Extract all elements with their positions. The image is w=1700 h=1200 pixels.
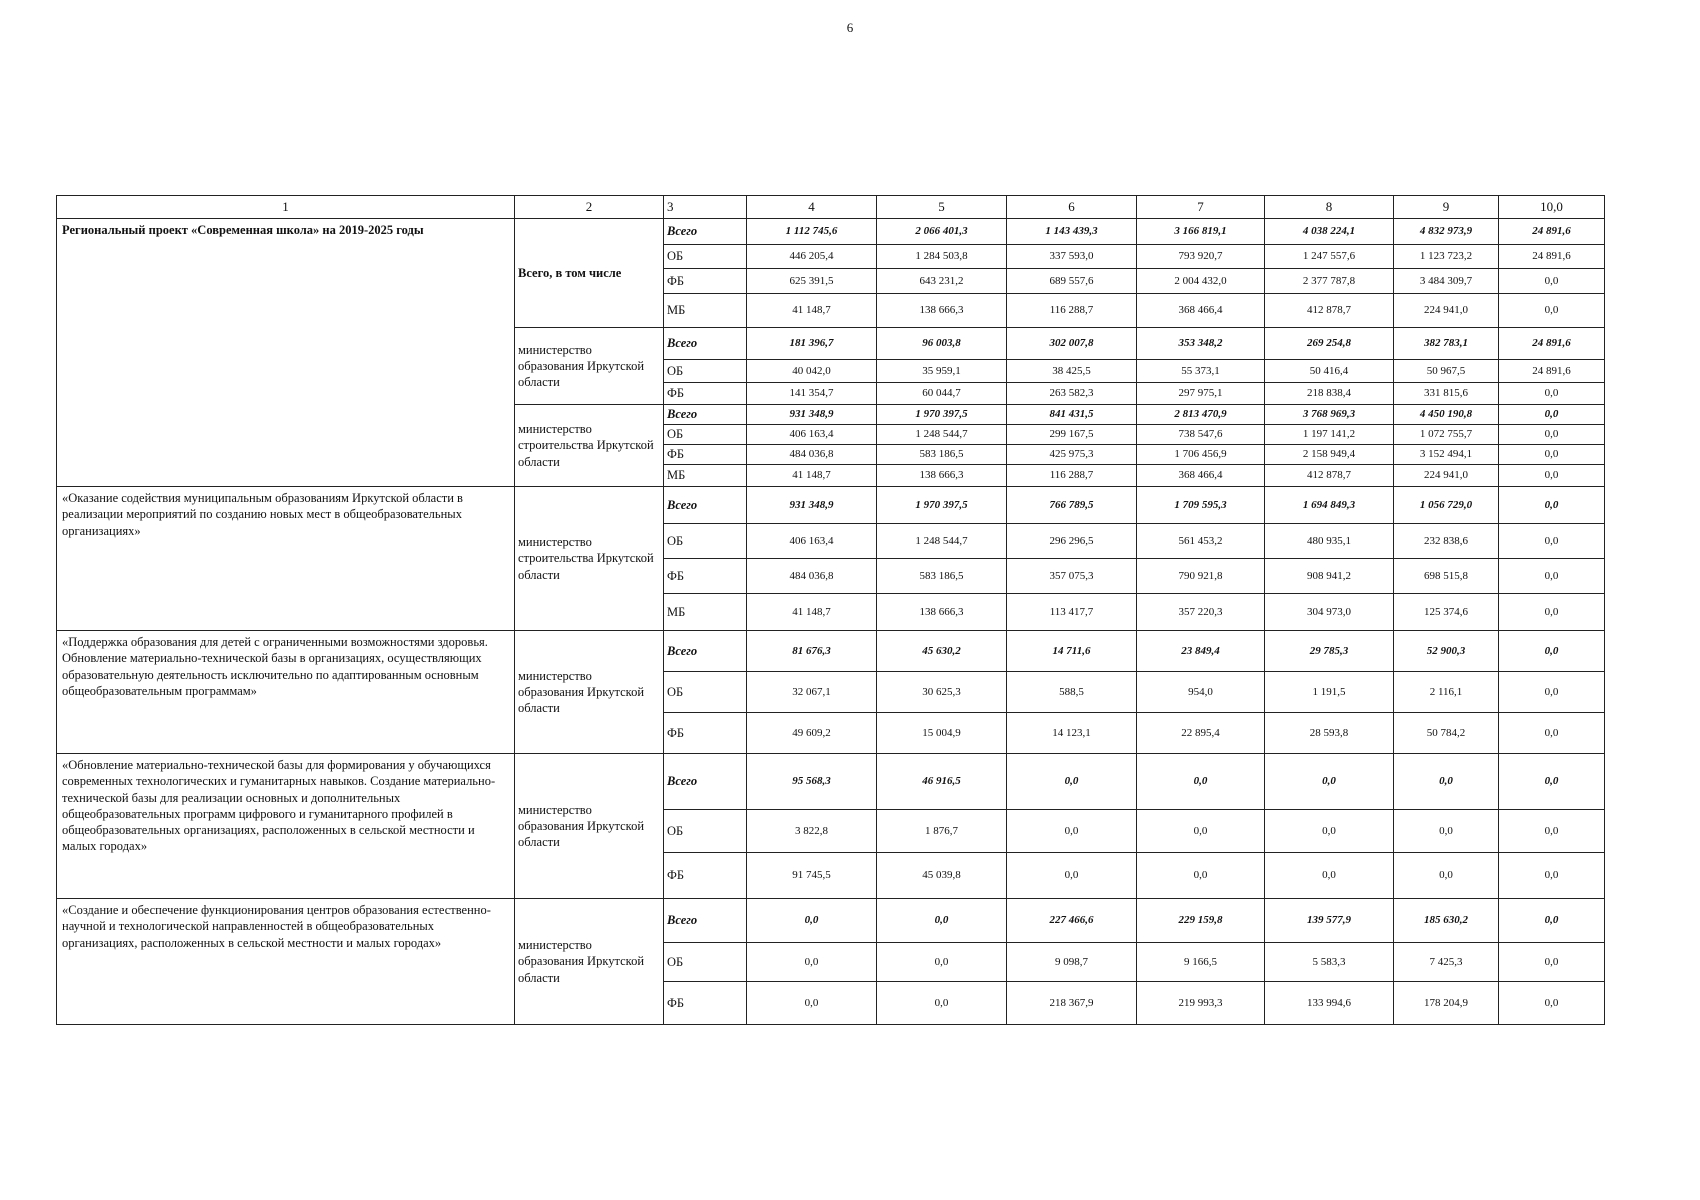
fund-cell: ОБ <box>664 360 747 383</box>
value-cell: 0,0 <box>1265 754 1394 810</box>
total-row <box>57 899 1605 943</box>
value-cell: 382 783,1 <box>1394 328 1499 360</box>
value-cell: 3 822,8 <box>747 810 877 853</box>
value-cell: 30 625,3 <box>877 672 1007 713</box>
value-cell: 0,0 <box>1499 810 1605 853</box>
value-cell: 357 220,3 <box>1137 594 1265 631</box>
value-cell: 218 838,4 <box>1265 383 1394 405</box>
value-cell: 331 815,6 <box>1394 383 1499 405</box>
value-cell: 357 075,3 <box>1007 559 1137 594</box>
value-cell: 561 453,2 <box>1137 524 1265 559</box>
value-cell: 229 159,8 <box>1137 899 1265 943</box>
value-cell: 425 975,3 <box>1007 445 1137 465</box>
value-cell: 0,0 <box>1499 524 1605 559</box>
value-cell: 790 921,8 <box>1137 559 1265 594</box>
value-cell: 0,0 <box>1499 631 1605 672</box>
header-cell: 3 <box>664 196 747 219</box>
value-cell: 2 066 401,3 <box>877 219 1007 245</box>
value-cell: 0,0 <box>1499 445 1605 465</box>
fund-cell: ОБ <box>664 245 747 269</box>
executor-cell: министерство образования Иркутской области <box>515 754 664 899</box>
page-number: 6 <box>846 20 854 35</box>
value-cell: 302 007,8 <box>1007 328 1137 360</box>
value-cell: 1 072 755,7 <box>1394 425 1499 445</box>
value-cell: 297 975,1 <box>1137 383 1265 405</box>
fund-cell: ФБ <box>664 269 747 294</box>
section-title-cell: Региональный проект «Современная школа» на 2019-2025 годы <box>57 219 515 487</box>
value-cell: 0,0 <box>1394 754 1499 810</box>
value-cell: 1 112 745,6 <box>747 219 877 245</box>
fund-cell: ФБ <box>664 713 747 754</box>
total-row <box>57 487 1605 524</box>
value-cell: 46 916,5 <box>877 754 1007 810</box>
value-cell: 766 789,5 <box>1007 487 1137 524</box>
value-cell: 263 582,3 <box>1007 383 1137 405</box>
total-row <box>57 631 1605 672</box>
value-cell: 0,0 <box>1499 982 1605 1025</box>
executor-cell: министерство строительства Иркутской области <box>515 405 664 487</box>
value-cell: 113 417,7 <box>1007 594 1137 631</box>
value-cell: 0,0 <box>1499 425 1605 445</box>
value-cell: 24 891,6 <box>1499 245 1605 269</box>
value-cell: 1 709 595,3 <box>1137 487 1265 524</box>
value-cell: 484 036,8 <box>747 445 877 465</box>
value-cell: 3 768 969,3 <box>1265 405 1394 425</box>
value-cell: 0,0 <box>1265 810 1394 853</box>
value-cell: 931 348,9 <box>747 405 877 425</box>
value-cell: 95 568,3 <box>747 754 877 810</box>
total-row <box>57 754 1605 810</box>
value-cell: 1 706 456,9 <box>1137 445 1265 465</box>
value-cell: 28 593,8 <box>1265 713 1394 754</box>
value-cell: 0,0 <box>1137 810 1265 853</box>
value-cell: 181 396,7 <box>747 328 877 360</box>
value-cell: 23 849,4 <box>1137 631 1265 672</box>
section-title-cell: «Поддержка образования для детей с ограниченными возможностями здоровья. Обновление материально-технической базы в организациях, осуществляющих образовательную деятельность исключительно по адаптированным основным общеобразовательным программам» <box>57 631 515 754</box>
fund-cell: ОБ <box>664 524 747 559</box>
value-cell: 45 630,2 <box>877 631 1007 672</box>
value-cell: 269 254,8 <box>1265 328 1394 360</box>
fund-cell: Всего <box>664 328 747 360</box>
value-cell: 0,0 <box>747 899 877 943</box>
value-cell: 1 248 544,7 <box>877 425 1007 445</box>
fund-cell: МБ <box>664 465 747 487</box>
value-cell: 41 148,7 <box>747 465 877 487</box>
value-cell: 2 158 949,4 <box>1265 445 1394 465</box>
value-cell: 484 036,8 <box>747 559 877 594</box>
value-cell: 0,0 <box>1137 853 1265 899</box>
value-cell: 2 377 787,8 <box>1265 269 1394 294</box>
value-cell: 931 348,9 <box>747 487 877 524</box>
value-cell: 32 067,1 <box>747 672 877 713</box>
value-cell: 224 941,0 <box>1394 465 1499 487</box>
value-cell: 0,0 <box>1007 853 1137 899</box>
value-cell: 4 832 973,9 <box>1394 219 1499 245</box>
value-cell: 412 878,7 <box>1265 465 1394 487</box>
value-cell: 0,0 <box>1499 853 1605 899</box>
value-cell: 5 583,3 <box>1265 943 1394 982</box>
value-cell: 0,0 <box>1499 559 1605 594</box>
value-cell: 178 204,9 <box>1394 982 1499 1025</box>
value-cell: 35 959,1 <box>877 360 1007 383</box>
fund-cell: Всего <box>664 899 747 943</box>
value-cell: 1 970 397,5 <box>877 405 1007 425</box>
value-cell: 41 148,7 <box>747 294 877 328</box>
value-cell: 368 466,4 <box>1137 465 1265 487</box>
value-cell: 406 163,4 <box>747 425 877 445</box>
value-cell: 50 967,5 <box>1394 360 1499 383</box>
value-cell: 0,0 <box>1499 405 1605 425</box>
value-cell: 4 038 224,1 <box>1265 219 1394 245</box>
value-cell: 583 186,5 <box>877 559 1007 594</box>
value-cell: 0,0 <box>1499 594 1605 631</box>
value-cell: 0,0 <box>747 982 877 1025</box>
value-cell: 0,0 <box>1499 383 1605 405</box>
value-cell: 368 466,4 <box>1137 294 1265 328</box>
value-cell: 0,0 <box>1394 853 1499 899</box>
fund-cell: ОБ <box>664 943 747 982</box>
fund-cell: Всего <box>664 219 747 245</box>
fund-cell: ОБ <box>664 672 747 713</box>
value-cell: 49 609,2 <box>747 713 877 754</box>
fund-cell: МБ <box>664 294 747 328</box>
section-title-cell: «Оказание содействия муниципальным образованиям Иркутской области в реализации мероприятий по созданию новых мест в общеобразовательных организациях» <box>57 487 515 631</box>
value-cell: 841 431,5 <box>1007 405 1137 425</box>
value-cell: 38 425,5 <box>1007 360 1137 383</box>
fund-cell: Всего <box>664 405 747 425</box>
value-cell: 22 895,4 <box>1137 713 1265 754</box>
value-cell: 2 813 470,9 <box>1137 405 1265 425</box>
value-cell: 29 785,3 <box>1265 631 1394 672</box>
header-cell: 7 <box>1137 196 1265 219</box>
value-cell: 0,0 <box>877 899 1007 943</box>
header-cell: 9 <box>1394 196 1499 219</box>
value-cell: 50 784,2 <box>1394 713 1499 754</box>
fund-cell: ФБ <box>664 853 747 899</box>
value-cell: 41 148,7 <box>747 594 877 631</box>
value-cell: 96 003,8 <box>877 328 1007 360</box>
value-cell: 7 425,3 <box>1394 943 1499 982</box>
value-cell: 24 891,6 <box>1499 360 1605 383</box>
fund-cell: ФБ <box>664 982 747 1025</box>
value-cell: 141 354,7 <box>747 383 877 405</box>
value-cell: 81 676,3 <box>747 631 877 672</box>
value-cell: 0,0 <box>1007 754 1137 810</box>
value-cell: 954,0 <box>1137 672 1265 713</box>
header-row <box>57 196 1605 219</box>
value-cell: 296 296,5 <box>1007 524 1137 559</box>
value-cell: 219 993,3 <box>1137 982 1265 1025</box>
value-cell: 1 694 849,3 <box>1265 487 1394 524</box>
header-cell: 8 <box>1265 196 1394 219</box>
value-cell: 908 941,2 <box>1265 559 1394 594</box>
value-cell: 0,0 <box>1499 672 1605 713</box>
value-cell: 1 197 141,2 <box>1265 425 1394 445</box>
value-cell: 14 711,6 <box>1007 631 1137 672</box>
section-title-cell: «Обновление материально-технической базы для формирования у обучающихся современных технологических и гуманитарных навыков. Создание материально-технической базы для реализации основных и дополнительных общеобразовательных программ цифрового и гуманитарного профилей в общеобразовательных организациях, расположенных в сельской местности и малых городах» <box>57 754 515 899</box>
value-cell: 24 891,6 <box>1499 219 1605 245</box>
fund-cell: ОБ <box>664 810 747 853</box>
value-cell: 91 745,5 <box>747 853 877 899</box>
value-cell: 4 450 190,8 <box>1394 405 1499 425</box>
value-cell: 52 900,3 <box>1394 631 1499 672</box>
value-cell: 3 166 819,1 <box>1137 219 1265 245</box>
value-cell: 0,0 <box>1499 294 1605 328</box>
value-cell: 793 920,7 <box>1137 245 1265 269</box>
value-cell: 9 098,7 <box>1007 943 1137 982</box>
value-cell: 588,5 <box>1007 672 1137 713</box>
value-cell: 0,0 <box>1499 943 1605 982</box>
fund-cell: Всего <box>664 631 747 672</box>
header-cell: 4 <box>747 196 877 219</box>
value-cell: 0,0 <box>1265 853 1394 899</box>
value-cell: 45 039,8 <box>877 853 1007 899</box>
table-body <box>57 219 1605 1025</box>
value-cell: 2 116,1 <box>1394 672 1499 713</box>
value-cell: 583 186,5 <box>877 445 1007 465</box>
value-cell: 304 973,0 <box>1265 594 1394 631</box>
executor-cell: министерство образования Иркутской области <box>515 328 664 405</box>
value-cell: 412 878,7 <box>1265 294 1394 328</box>
executor-cell: Всего, в том числе <box>515 219 664 328</box>
value-cell: 643 231,2 <box>877 269 1007 294</box>
fund-cell: ФБ <box>664 445 747 465</box>
value-cell: 1 284 503,8 <box>877 245 1007 269</box>
executor-cell: министерство образования Иркутской области <box>515 899 664 1025</box>
value-cell: 0,0 <box>1499 269 1605 294</box>
value-cell: 232 838,6 <box>1394 524 1499 559</box>
value-cell: 0,0 <box>1499 465 1605 487</box>
value-cell: 224 941,0 <box>1394 294 1499 328</box>
value-cell: 227 466,6 <box>1007 899 1137 943</box>
value-cell: 0,0 <box>747 943 877 982</box>
value-cell: 0,0 <box>1499 713 1605 754</box>
value-cell: 337 593,0 <box>1007 245 1137 269</box>
value-cell: 133 994,6 <box>1265 982 1394 1025</box>
value-cell: 1 876,7 <box>877 810 1007 853</box>
value-cell: 15 004,9 <box>877 713 1007 754</box>
value-cell: 689 557,6 <box>1007 269 1137 294</box>
value-cell: 625 391,5 <box>747 269 877 294</box>
header-cell: 2 <box>515 196 664 219</box>
value-cell: 138 666,3 <box>877 594 1007 631</box>
fund-cell: ФБ <box>664 383 747 405</box>
executor-cell: министерство строительства Иркутской области <box>515 487 664 631</box>
value-cell: 1 247 557,6 <box>1265 245 1394 269</box>
value-cell: 50 416,4 <box>1265 360 1394 383</box>
fund-cell: ФБ <box>664 559 747 594</box>
value-cell: 1 143 439,3 <box>1007 219 1137 245</box>
value-cell: 3 484 309,7 <box>1394 269 1499 294</box>
value-cell: 3 152 494,1 <box>1394 445 1499 465</box>
value-cell: 0,0 <box>1499 754 1605 810</box>
value-cell: 138 666,3 <box>877 465 1007 487</box>
value-cell: 55 373,1 <box>1137 360 1265 383</box>
value-cell: 446 205,4 <box>747 245 877 269</box>
header-cell: 10,0 <box>1499 196 1605 219</box>
header-cell: 5 <box>877 196 1007 219</box>
value-cell: 116 288,7 <box>1007 465 1137 487</box>
value-cell: 60 044,7 <box>877 383 1007 405</box>
value-cell: 0,0 <box>1499 899 1605 943</box>
fund-cell: МБ <box>664 594 747 631</box>
value-cell: 480 935,1 <box>1265 524 1394 559</box>
value-cell: 738 547,6 <box>1137 425 1265 445</box>
value-cell: 40 042,0 <box>747 360 877 383</box>
value-cell: 1 191,5 <box>1265 672 1394 713</box>
value-cell: 9 166,5 <box>1137 943 1265 982</box>
value-cell: 0,0 <box>1394 810 1499 853</box>
fund-cell: Всего <box>664 754 747 810</box>
value-cell: 138 666,3 <box>877 294 1007 328</box>
value-cell: 406 163,4 <box>747 524 877 559</box>
total-row <box>57 219 1605 245</box>
value-cell: 0,0 <box>1137 754 1265 810</box>
value-cell: 1 056 729,0 <box>1394 487 1499 524</box>
value-cell: 24 891,6 <box>1499 328 1605 360</box>
fund-cell: Всего <box>664 487 747 524</box>
value-cell: 0,0 <box>1007 810 1137 853</box>
value-cell: 1 248 544,7 <box>877 524 1007 559</box>
value-cell: 1 123 723,2 <box>1394 245 1499 269</box>
header-cell: 1 <box>57 196 515 219</box>
value-cell: 0,0 <box>877 982 1007 1025</box>
value-cell: 125 374,6 <box>1394 594 1499 631</box>
value-cell: 185 630,2 <box>1394 899 1499 943</box>
value-cell: 1 970 397,5 <box>877 487 1007 524</box>
value-cell: 139 577,9 <box>1265 899 1394 943</box>
value-cell: 14 123,1 <box>1007 713 1137 754</box>
value-cell: 0,0 <box>877 943 1007 982</box>
value-cell: 299 167,5 <box>1007 425 1137 445</box>
value-cell: 218 367,9 <box>1007 982 1137 1025</box>
executor-cell: министерство образования Иркутской области <box>515 631 664 754</box>
header-cell: 6 <box>1007 196 1137 219</box>
value-cell: 0,0 <box>1499 487 1605 524</box>
fund-cell: ОБ <box>664 425 747 445</box>
value-cell: 698 515,8 <box>1394 559 1499 594</box>
section-title-cell: «Создание и обеспечение функционирования центров образования естественно-научной и технологической направленностей в общеобразовательных организациях, расположенных в сельской местности и малых городах» <box>57 899 515 1025</box>
value-cell: 2 004 432,0 <box>1137 269 1265 294</box>
value-cell: 116 288,7 <box>1007 294 1137 328</box>
budget-table <box>56 195 1605 1025</box>
value-cell: 353 348,2 <box>1137 328 1265 360</box>
